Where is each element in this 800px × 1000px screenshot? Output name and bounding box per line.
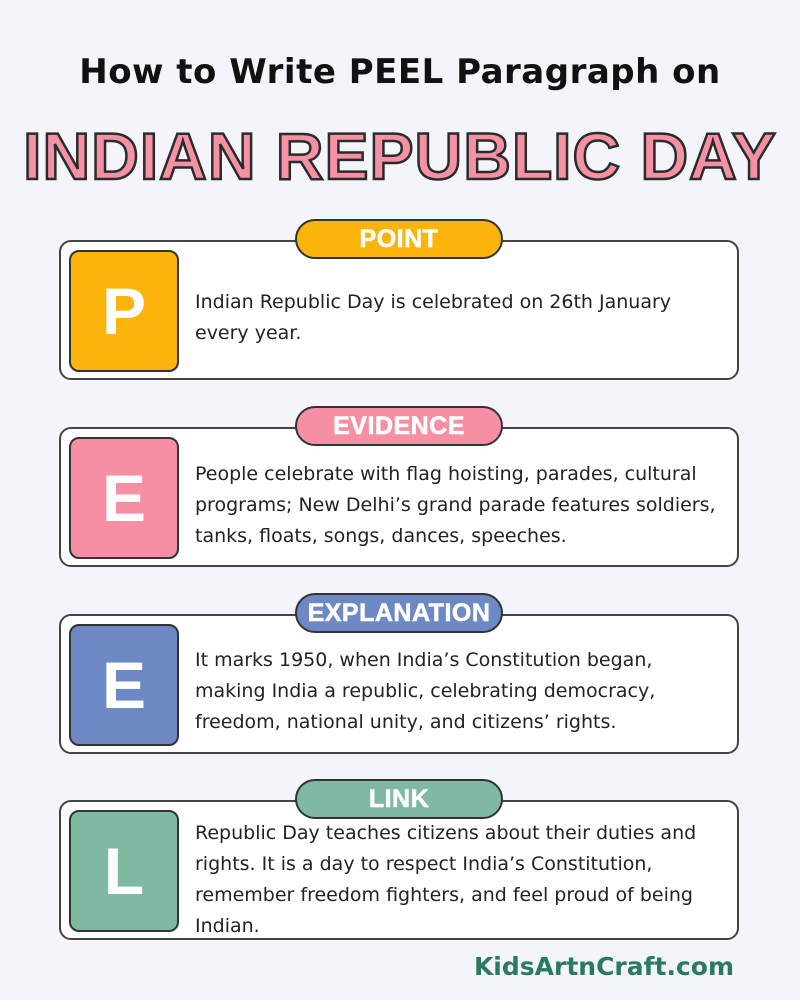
point-text: Indian Republic Day is celebrated on 26th January every year. [195, 291, 672, 344]
link-text: Republic Day teaches citizens about their duties and rights. It is a day to respect India’s Constitution, remember freedom fighters, and feel proud of being Indian. [195, 822, 697, 937]
link-letter-tile: L [69, 810, 179, 932]
point-tag: POINT [295, 219, 503, 259]
explanation-tag: EXPLANATION [295, 593, 503, 633]
point-letter-tile: P [69, 250, 179, 372]
page-subtitle: How to Write PEEL Paragraph on [79, 52, 721, 92]
explanation-text: It marks 1950, when India’s Constitution began, making India a republic, celebrating democracy, freedom, national unity, and citizens’ rights. [195, 649, 656, 733]
link-tag: LINK [295, 779, 503, 819]
evidence-text: People celebrate with flag hoisting, parades, cultural programs; New Delhi’s grand parade features soldiers, tanks, floats, songs, dances, speeches. [195, 463, 716, 547]
brand-footer[interactable]: KidsArtnCraft.com [473, 952, 734, 981]
explanation-letter-tile: E [69, 624, 179, 746]
evidence-tag: EVIDENCE [295, 406, 503, 446]
evidence-letter-tile: E [69, 437, 179, 559]
page-title: INDIAN REPUBLIC DAY [23, 119, 777, 193]
